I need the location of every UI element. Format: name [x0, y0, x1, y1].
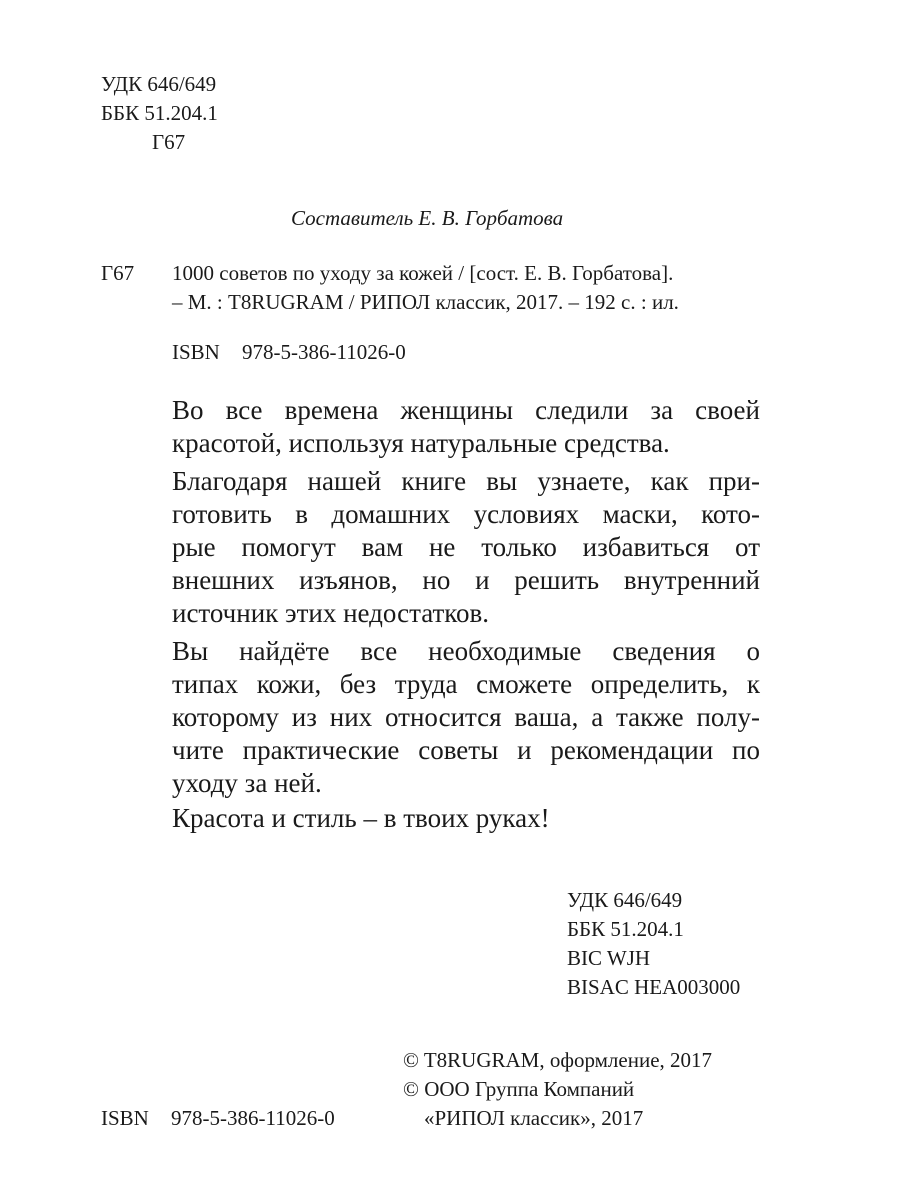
udk-header: УДК 646/649: [101, 72, 217, 96]
bib-isbn-label: ISBN: [172, 340, 220, 364]
annotation-line: источник этих недостатков.: [172, 598, 490, 628]
footer-isbn-label: ISBN: [101, 1106, 149, 1130]
annotation-line: Благодаря нашей книге вы узнаете, как при-: [172, 466, 760, 496]
annotation-line: Красота и стиль – в твоих руках!: [172, 803, 550, 833]
footer-isbn: [101, 1104, 335, 1133]
annotation-line: внешних изъянов, но и решить внутренний: [172, 565, 760, 595]
copyright-line-2: © ООО Группа Компаний: [403, 1077, 635, 1101]
bisac-code: BISAC HEA003000: [567, 975, 741, 999]
annotation-line: которому из них относится ваша, а также полу-: [172, 702, 760, 732]
author-mark-header: Г67: [152, 130, 186, 154]
annotation-line: чите практические советы и рекомендации по: [172, 735, 760, 765]
copyright-line-1: © T8RUGRAM, оформление, 2017: [403, 1048, 713, 1072]
annotation-paragraph-2: [172, 465, 760, 630]
bic-code: BIC WJH: [567, 946, 651, 970]
bib-line-1: 1000 советов по уходу за кожей / [сост. Е. В. Горбатова].: [172, 261, 674, 285]
annotation-line: рые помогут вам не только избавиться от: [172, 532, 760, 562]
annotation-line: типах кожи, без труда сможете определить, к: [172, 669, 760, 699]
annotation-paragraph-3: [172, 635, 760, 800]
annotation-paragraph-4: [172, 802, 760, 835]
bib-isbn: [172, 338, 406, 367]
bib-author-mark: Г67: [101, 261, 135, 285]
footer-isbn-number: 978-5-386-11026-0: [171, 1106, 335, 1130]
annotation-line: красотой, используя натуральные средства.: [172, 428, 670, 458]
bbk-header: ББК 51.204.1: [101, 101, 218, 125]
udk-code: УДК 646/649: [567, 888, 683, 912]
compiler-line: Составитель Е. В. Горбатова: [291, 206, 564, 230]
annotation-line: Вы найдёте все необходимые сведения о: [172, 636, 760, 666]
bib-isbn-number: 978-5-386-11026-0: [242, 340, 406, 364]
annotation-line: готовить в домашних условиях маски, кото-: [172, 499, 760, 529]
bib-line-2: – М. : T8RUGRAM / РИПОЛ классик, 2017. – 192 с. : ил.: [172, 290, 679, 314]
annotation-line: Во все времена женщины следили за своей: [172, 395, 760, 425]
bbk-code: ББК 51.204.1: [567, 917, 684, 941]
annotation-line: уходу за ней.: [172, 768, 322, 798]
copyright-line-3: «РИПОЛ классик», 2017: [424, 1106, 644, 1130]
annotation-paragraph-1: [172, 394, 760, 460]
